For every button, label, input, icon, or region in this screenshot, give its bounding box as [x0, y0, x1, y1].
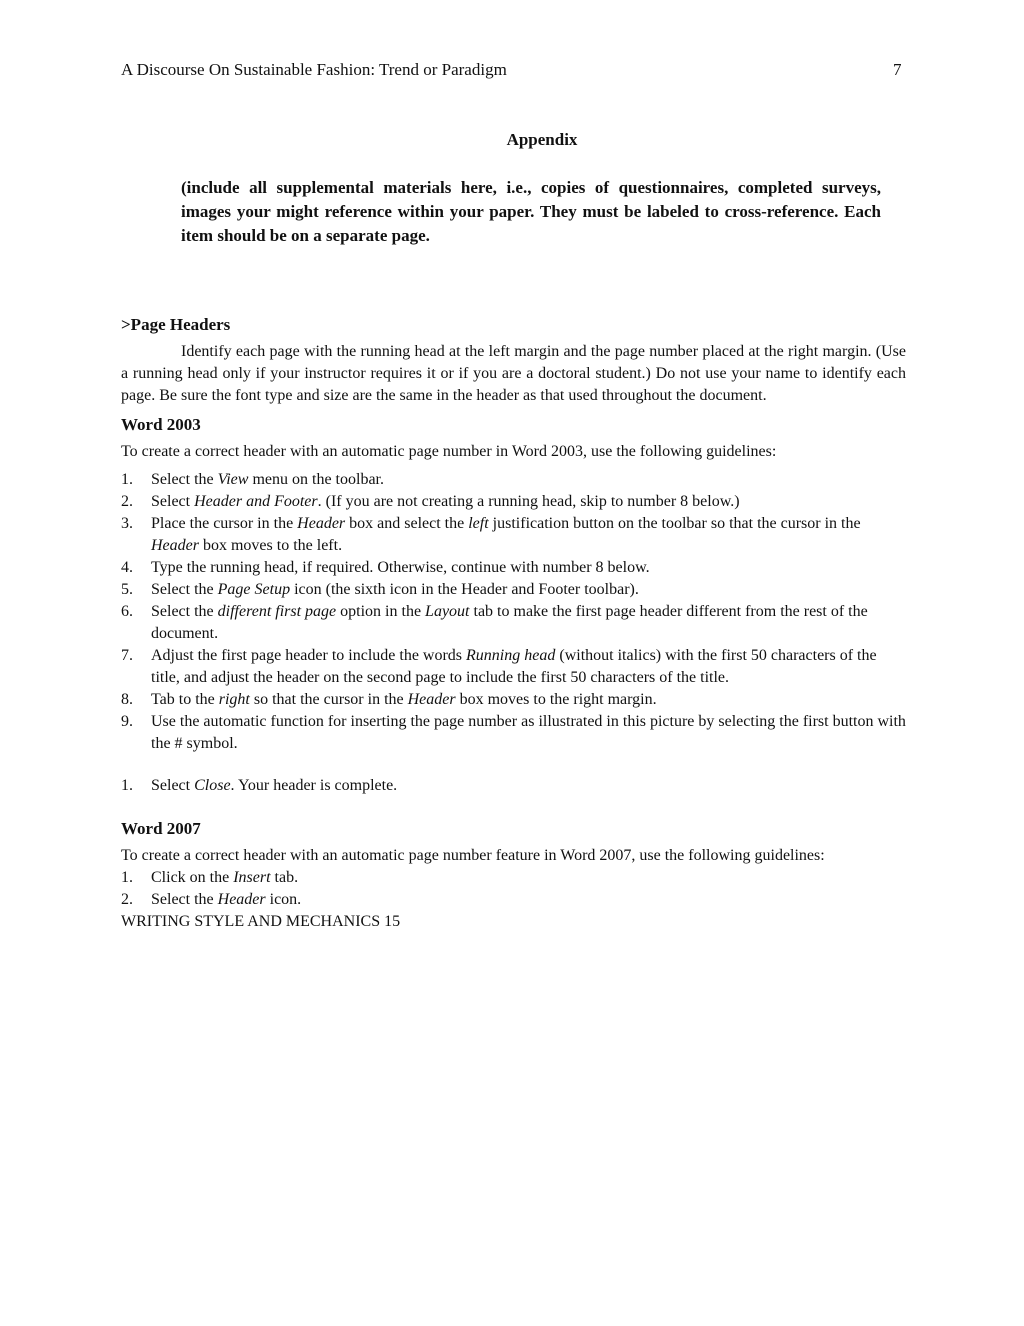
list-item: 8. Tab to the right so that the cursor in the Header box moves to the right margin. — [121, 691, 657, 708]
page-number: 7 — [893, 60, 902, 79]
page-headers-paragraph: Identify each page with the running head at the left margin and the page number placed at the right margin. (Use a running head only if your instructor requires it or if you are a doctoral student.) Do not use your name to identify each page. Be sure the font type and size are the same in the header as that used throughout the document. — [121, 343, 906, 404]
word2003-steps — [121, 469, 906, 755]
list-item: 1. Click on the Insert tab. — [121, 869, 299, 886]
list-item: 3. Place the cursor in the Header box and select the left justification button on the toolbar so that the cursor in the Header box moves to the left. — [121, 515, 861, 554]
word2007-intro: To create a correct header with an automatic page number feature in Word 2007, use the following guidelines: — [121, 847, 825, 864]
word2003-final-step — [121, 775, 906, 797]
word2007-steps — [121, 867, 906, 911]
page-headers-heading: >Page Headers — [121, 315, 231, 334]
list-item: 2. Select Header and Footer. (If you are not creating a running head, skip to number 8 below.) — [121, 493, 740, 510]
word2003-intro: To create a correct header with an automatic page number in Word 2003, use the following guidelines: — [121, 443, 777, 460]
main-content — [121, 315, 906, 933]
footer-line: WRITING STYLE AND MECHANICS 15 — [121, 913, 401, 930]
word2007-heading: Word 2007 — [121, 819, 201, 838]
list-item: 9. Use the automatic function for inserting the page number as illustrated in this picture by selecting the first button with the # symbol. — [121, 713, 906, 752]
appendix-note: (include all supplemental materials here, i.e., copies of questionnaires, completed surveys, images your might reference within your paper. They must be labeled to cross-reference. Each item should be on a separate page. — [181, 178, 881, 245]
list-item: 4. Type the running head, if required. Otherwise, continue with number 8 below. — [121, 559, 650, 576]
list-item: 7. Adjust the first page header to include the words Running head (without italics) with the first 50 characters of the title, and adjust the header on the second page to include the first 50 characters of the title. — [121, 647, 877, 686]
list-item: 2. Select the Header icon. — [121, 891, 302, 908]
list-item: 1. Select Close. Your header is complete. — [121, 777, 398, 794]
list-item: 5. Select the Page Setup icon (the sixth icon in the Header and Footer toolbar). — [121, 581, 639, 598]
list-item: 1. Select the View menu on the toolbar. — [121, 471, 384, 488]
list-item: 6. Select the different first page option in the Layout tab to make the first page header different from the rest of the document. — [121, 603, 868, 642]
word2003-heading: Word 2003 — [121, 415, 201, 434]
running-head: A Discourse On Sustainable Fashion: Trend or Paradigm — [121, 60, 507, 79]
appendix-title: Appendix — [506, 130, 578, 149]
